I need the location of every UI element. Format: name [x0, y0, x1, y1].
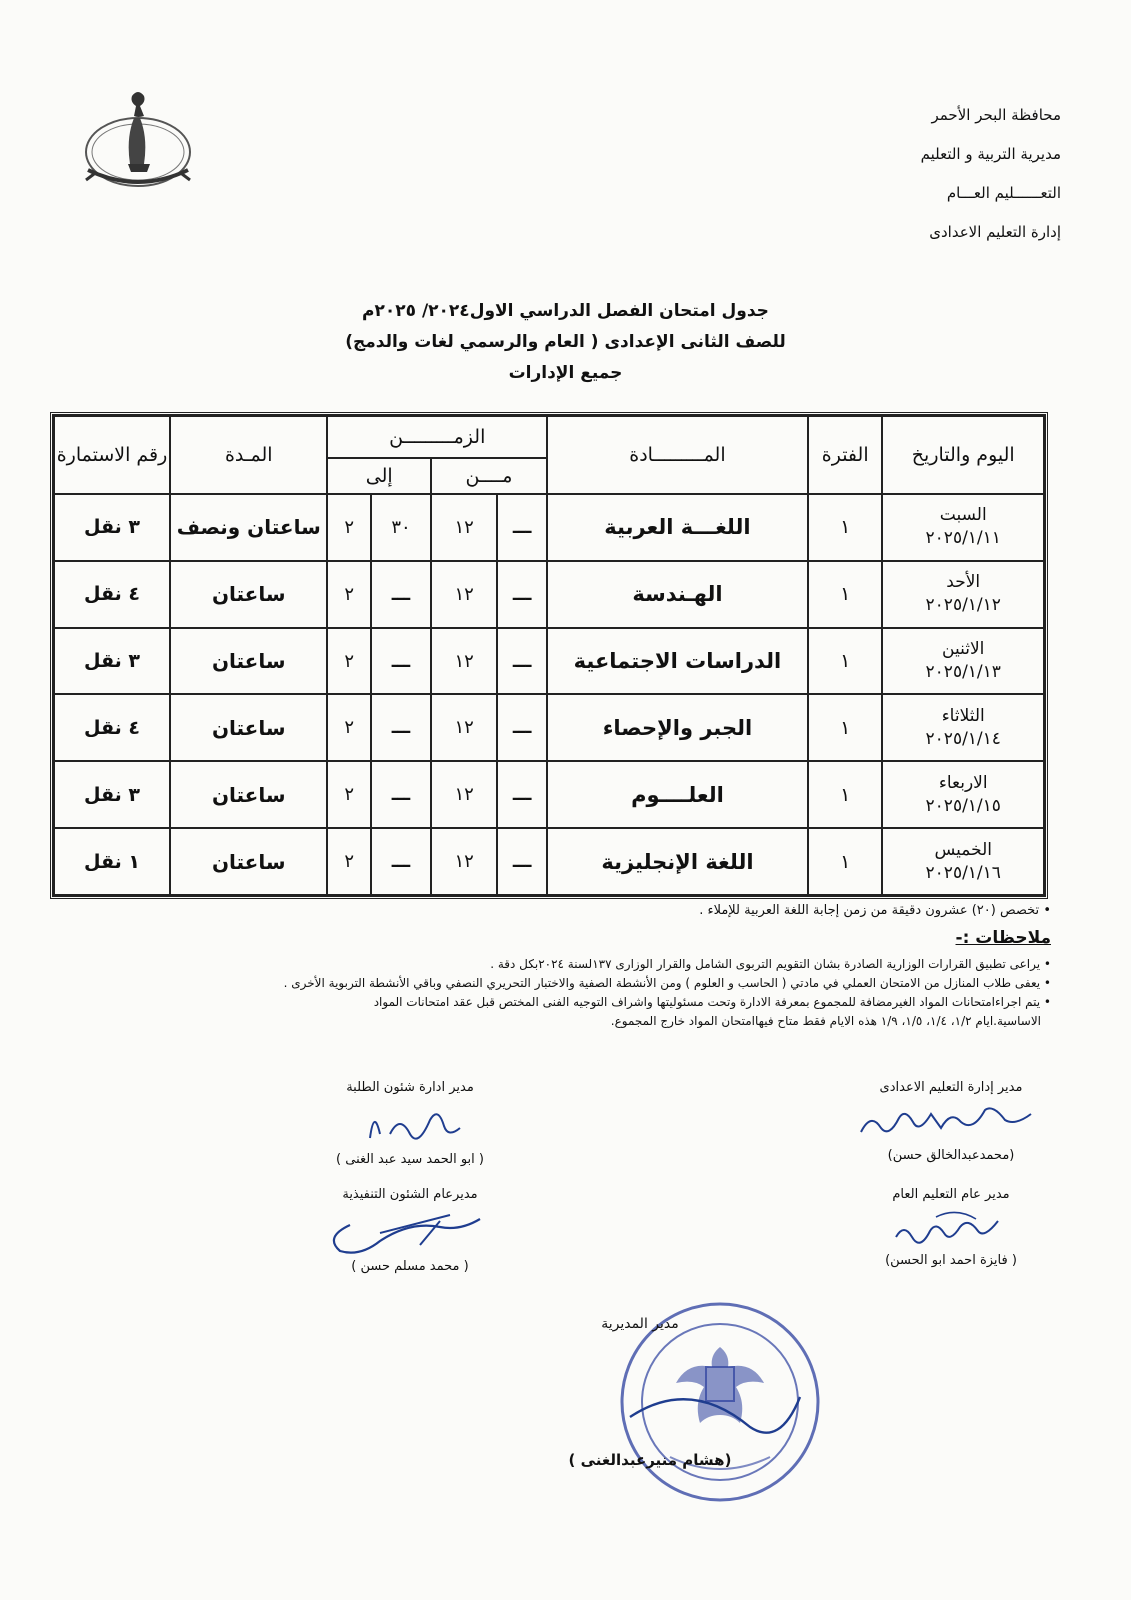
signature-name: ( محمد مسلم حسن )	[351, 1259, 469, 1274]
exam-table	[53, 415, 1045, 896]
signature-directorate-head-name: (هشام منيرعبدالغنى )	[568, 1451, 732, 1469]
header-subject: المـــــــــادة	[547, 416, 808, 494]
to-minutes-cell: ـــ	[371, 628, 431, 695]
signature-prep-director	[841, 1078, 1061, 1166]
notes-list	[91, 955, 1051, 1031]
day-name: الاثنين	[942, 639, 985, 660]
signature-title: مدير عام التعليم العام	[892, 1187, 1010, 1202]
handwritten-signature-icon	[876, 1205, 1026, 1251]
duration-cell: ساعتان ونصف	[170, 494, 327, 561]
from-hour-cell: ١٢	[431, 628, 497, 695]
table-row	[54, 628, 1044, 695]
from-hour-cell: ١٢	[431, 694, 497, 761]
signature-name: (محمدعبدالخالق حسن)	[887, 1148, 1015, 1163]
exam-date: ٢٠٢٥/١/١٦	[925, 862, 1001, 883]
to-minutes-cell: ٣٠	[371, 494, 431, 561]
period-cell: ١	[808, 828, 883, 895]
to-minutes-cell: ـــ	[371, 561, 431, 628]
from-hour-cell: ١٢	[431, 828, 497, 895]
to-hour-cell: ٢	[327, 494, 371, 561]
note-item: • يعفى طلاب المنازل من الامتحان العملي في مادتي ( الحاسب و العلوم ) ومن الأنشطة الصفية والاختبار التحريري النصفي وباقي الأنشطة التربوية الأخرى .	[283, 976, 1051, 990]
table-row	[54, 694, 1044, 761]
day-date-cell	[882, 761, 1044, 828]
period-cell: ١	[808, 494, 883, 561]
notes-heading: ملاحظات :-	[955, 928, 1051, 948]
governorate-logo	[78, 82, 198, 202]
to-hour-cell: ٢	[327, 694, 371, 761]
general-education: التعــــــليم العـــام	[946, 184, 1061, 202]
handwritten-signature-icon	[851, 1098, 1051, 1146]
title-line-2: للصف الثانى الإعدادى ( العام والرسمي لغات والدمج)	[345, 332, 786, 352]
bullet-icon: •	[1040, 957, 1051, 971]
subject-cell: اللغة الإنجليزية	[547, 828, 808, 895]
prep-administration: إدارة التعليم الاعدادى	[929, 223, 1061, 241]
to-hour-cell: ٢	[327, 561, 371, 628]
period-cell: ١	[808, 761, 883, 828]
title-line-3: جميع الإدارات	[508, 363, 623, 383]
to-minutes-cell: ـــ	[371, 761, 431, 828]
period-cell: ١	[808, 694, 883, 761]
exam-date: ٢٠٢٥/١/١٤	[925, 728, 1001, 749]
handwritten-signature-icon	[320, 1205, 500, 1257]
header-duration: المـدة	[170, 416, 327, 494]
from-hour-cell: ١٢	[431, 494, 497, 561]
header-form-number: رقم الاستمارة	[54, 416, 170, 494]
header-day-date: اليوم والتاريخ	[882, 416, 1044, 494]
letterhead	[801, 96, 1061, 252]
subject-cell: الهـندسة	[547, 561, 808, 628]
day-date-cell	[882, 494, 1044, 561]
title-line-1: جدول امتحان الفصل الدراسي الاول٢٠٢٤/ ٢٠٢٥م	[362, 301, 769, 321]
header-time: الزمـــــــــن	[327, 416, 547, 458]
from-hour-cell: ١٢	[431, 761, 497, 828]
duration-cell: ساعتان	[170, 694, 327, 761]
dictation-note: • تخصص (٢٠) عشرون دقيقة من زمن إجابة اللغة العربية للإملاء .	[699, 903, 1051, 918]
note-item: • يتم اجراءامتحانات المواد الغيرمضافة للمجموع بمعرفة الادارة وتحت مسئوليتها واشراف التوجيه الفنى المختص قبل عقد امتحانات المواد	[373, 995, 1051, 1009]
bullet-icon: •	[1040, 976, 1051, 990]
day-name: السبت	[939, 505, 987, 526]
form-number-cell: ٤ نقل	[54, 694, 170, 761]
handwritten-signature-icon	[350, 1098, 470, 1150]
subject-cell: العلــــوم	[547, 761, 808, 828]
day-date-cell	[882, 561, 1044, 628]
form-number-cell: ٣ نقل	[54, 628, 170, 695]
table-row	[54, 561, 1044, 628]
signature-executive-affairs	[300, 1185, 520, 1277]
exam-date: ٢٠٢٥/١/١٢	[925, 595, 1001, 616]
to-minutes-cell: ـــ	[371, 694, 431, 761]
day-date-cell	[882, 694, 1044, 761]
to-minutes-cell: ـــ	[371, 828, 431, 895]
from-minutes-cell: ـــ	[497, 561, 547, 628]
bullet-icon: •	[1039, 903, 1051, 918]
from-minutes-cell: ـــ	[497, 694, 547, 761]
header-to: إلى	[327, 458, 431, 494]
header-period: الفترة	[808, 416, 883, 494]
duration-cell: ساعتان	[170, 828, 327, 895]
day-name: الاربعاء	[938, 772, 988, 793]
from-minutes-cell: ـــ	[497, 828, 547, 895]
signature-title: مدير إدارة التعليم الاعدادى	[879, 1080, 1023, 1095]
table-row	[54, 494, 1044, 561]
form-number-cell: ٤ نقل	[54, 561, 170, 628]
period-cell: ١	[808, 561, 883, 628]
form-number-cell: ٣ نقل	[54, 761, 170, 828]
exam-date: ٢٠٢٥/١/١٥	[925, 795, 1001, 816]
exam-schedule-table	[50, 412, 1048, 899]
table-row	[54, 828, 1044, 895]
from-minutes-cell: ـــ	[497, 761, 547, 828]
form-number-cell: ٣ نقل	[54, 494, 170, 561]
exam-date: ٢٠٢٥/١/١١	[925, 528, 1001, 549]
duration-cell: ساعتان	[170, 628, 327, 695]
signature-name: ( فايزة احمد ابو الحسن)	[885, 1253, 1017, 1268]
signature-title: مدير ادارة شئون الطلبة	[346, 1080, 474, 1095]
governorate-name: محافظة البحر الأحمر	[931, 106, 1061, 124]
note-item: • يراعى تطبيق القرارات الوزارية الصادرة بشان التقويم التربوى الشامل والقرار الوزارى ١٣٧لسنة ٢٠٢٤بكل دقة .	[490, 957, 1051, 971]
day-date-cell	[882, 828, 1044, 895]
subject-cell: الدراسات الاجتماعية	[547, 628, 808, 695]
subject-cell: اللغـــة العربية	[547, 494, 808, 561]
table-row	[54, 761, 1044, 828]
note-item-continuation: الاساسية.ايام ١/٢، ١/٤، ١/٥، ١/٩ هذه الايام فقط متاح فيهاامتحان المواد خارج المجموع.	[610, 1014, 1041, 1028]
header-from: مــــن	[431, 458, 547, 494]
bullet-icon: •	[1040, 995, 1051, 1009]
schedule-title	[0, 296, 1131, 389]
signature-general-director	[841, 1185, 1061, 1271]
duration-cell: ساعتان	[170, 761, 327, 828]
form-number-cell: ١ نقل	[54, 828, 170, 895]
to-hour-cell: ٢	[327, 761, 371, 828]
period-cell: ١	[808, 628, 883, 695]
subject-cell: الجبر والإحصاء	[547, 694, 808, 761]
from-minutes-cell: ـــ	[497, 628, 547, 695]
to-hour-cell: ٢	[327, 828, 371, 895]
to-hour-cell: ٢	[327, 628, 371, 695]
signature-title: مديرعام الشئون التنفيذية	[342, 1187, 478, 1202]
from-minutes-cell: ـــ	[497, 494, 547, 561]
day-name: الثلاثاء	[941, 705, 985, 726]
signature-student-affairs	[300, 1078, 520, 1170]
signature-directorate-head-title: مدير المديرية	[601, 1316, 679, 1332]
exam-date: ٢٠٢٥/١/١٣	[925, 662, 1001, 683]
directorate-name: مديرية التربية و التعليم	[920, 145, 1061, 163]
governorate-emblem-icon	[78, 82, 198, 202]
day-name: الأحد	[946, 572, 981, 593]
day-date-cell	[882, 628, 1044, 695]
from-hour-cell: ١٢	[431, 561, 497, 628]
signature-name: ( ابو الحمد سيد عبد الغنى )	[336, 1152, 484, 1167]
duration-cell: ساعتان	[170, 561, 327, 628]
day-name: الخميس	[934, 839, 992, 860]
